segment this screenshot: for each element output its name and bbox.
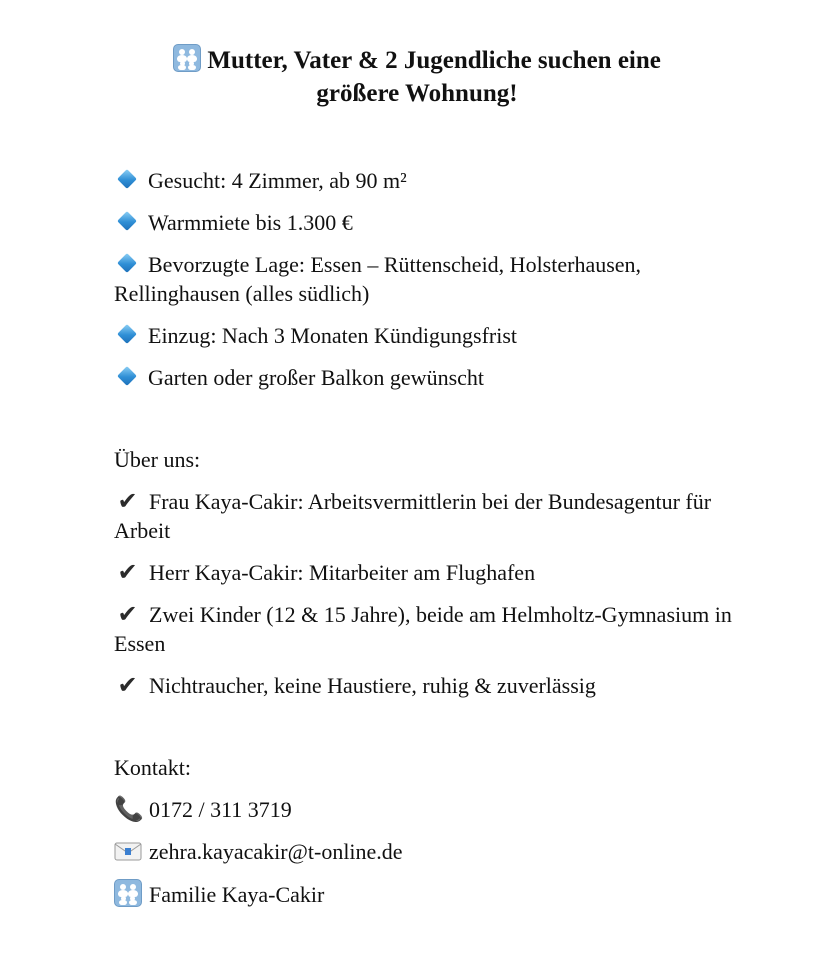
contact-email[interactable]: zehra.kayacakir@t-online.de (149, 839, 403, 864)
blue-diamond-icon (117, 253, 137, 273)
list-item: Bevorzugte Lage: Essen – Rüttenscheid, Holsterhausen, Rellinghausen (alles südlich) (114, 252, 642, 306)
check-mark-icon: ✔ (117, 558, 138, 586)
contact-phone[interactable]: 0172 / 311 3719 (149, 797, 292, 822)
list-item: ✔ Zwei Kinder (12 & 15 Jahre), beide am Helmholtz-Gymnasium in Essen (114, 600, 732, 656)
about-section (114, 445, 734, 713)
family-icon (114, 879, 142, 907)
title-text-1: Mutter, Vater & 2 Jugendliche suchen eine (207, 47, 661, 74)
contact-phone-row (114, 795, 734, 824)
requirements-list (114, 166, 734, 405)
contact-name: Familie Kaya-Cakir (149, 882, 325, 907)
family-icon (173, 44, 201, 72)
check-mark-icon: ✔ (117, 671, 138, 699)
check-mark-icon: ✔ (117, 600, 138, 628)
list-item: Gesucht: 4 Zimmer, ab 90 m² (114, 166, 734, 195)
list-item: Warmmiete bis 1.300 € (114, 208, 734, 237)
contact-name-row (114, 879, 734, 909)
blue-diamond-icon (117, 366, 137, 386)
about-heading: Über uns: (114, 447, 201, 472)
envelope-icon (114, 839, 142, 858)
page-title (0, 44, 834, 110)
contact-heading: Kontakt: (114, 755, 191, 780)
title-line-2: größere Wohnung! (316, 80, 518, 107)
contact-email-row (114, 837, 734, 866)
list-item: ✔ Herr Kaya-Cakir: Mitarbeiter am Flughafen (114, 558, 734, 587)
telephone-icon: 📞 (114, 795, 144, 823)
contact-section (114, 753, 734, 922)
list-item: Einzug: Nach 3 Monaten Kündigungsfrist (114, 321, 734, 350)
title-line-1 (0, 44, 834, 77)
blue-diamond-icon (117, 324, 137, 344)
list-item: ✔ Frau Kaya-Cakir: Arbeitsvermittlerin bei der Bundesagentur für Arbeit (114, 487, 712, 543)
blue-diamond-icon (117, 169, 137, 189)
check-mark-icon: ✔ (117, 487, 138, 515)
list-item: ✔ Nichtraucher, keine Haustiere, ruhig & zuverlässig (114, 671, 734, 700)
list-item: Garten oder großer Balkon gewünscht (114, 363, 734, 392)
blue-diamond-icon (117, 211, 137, 231)
